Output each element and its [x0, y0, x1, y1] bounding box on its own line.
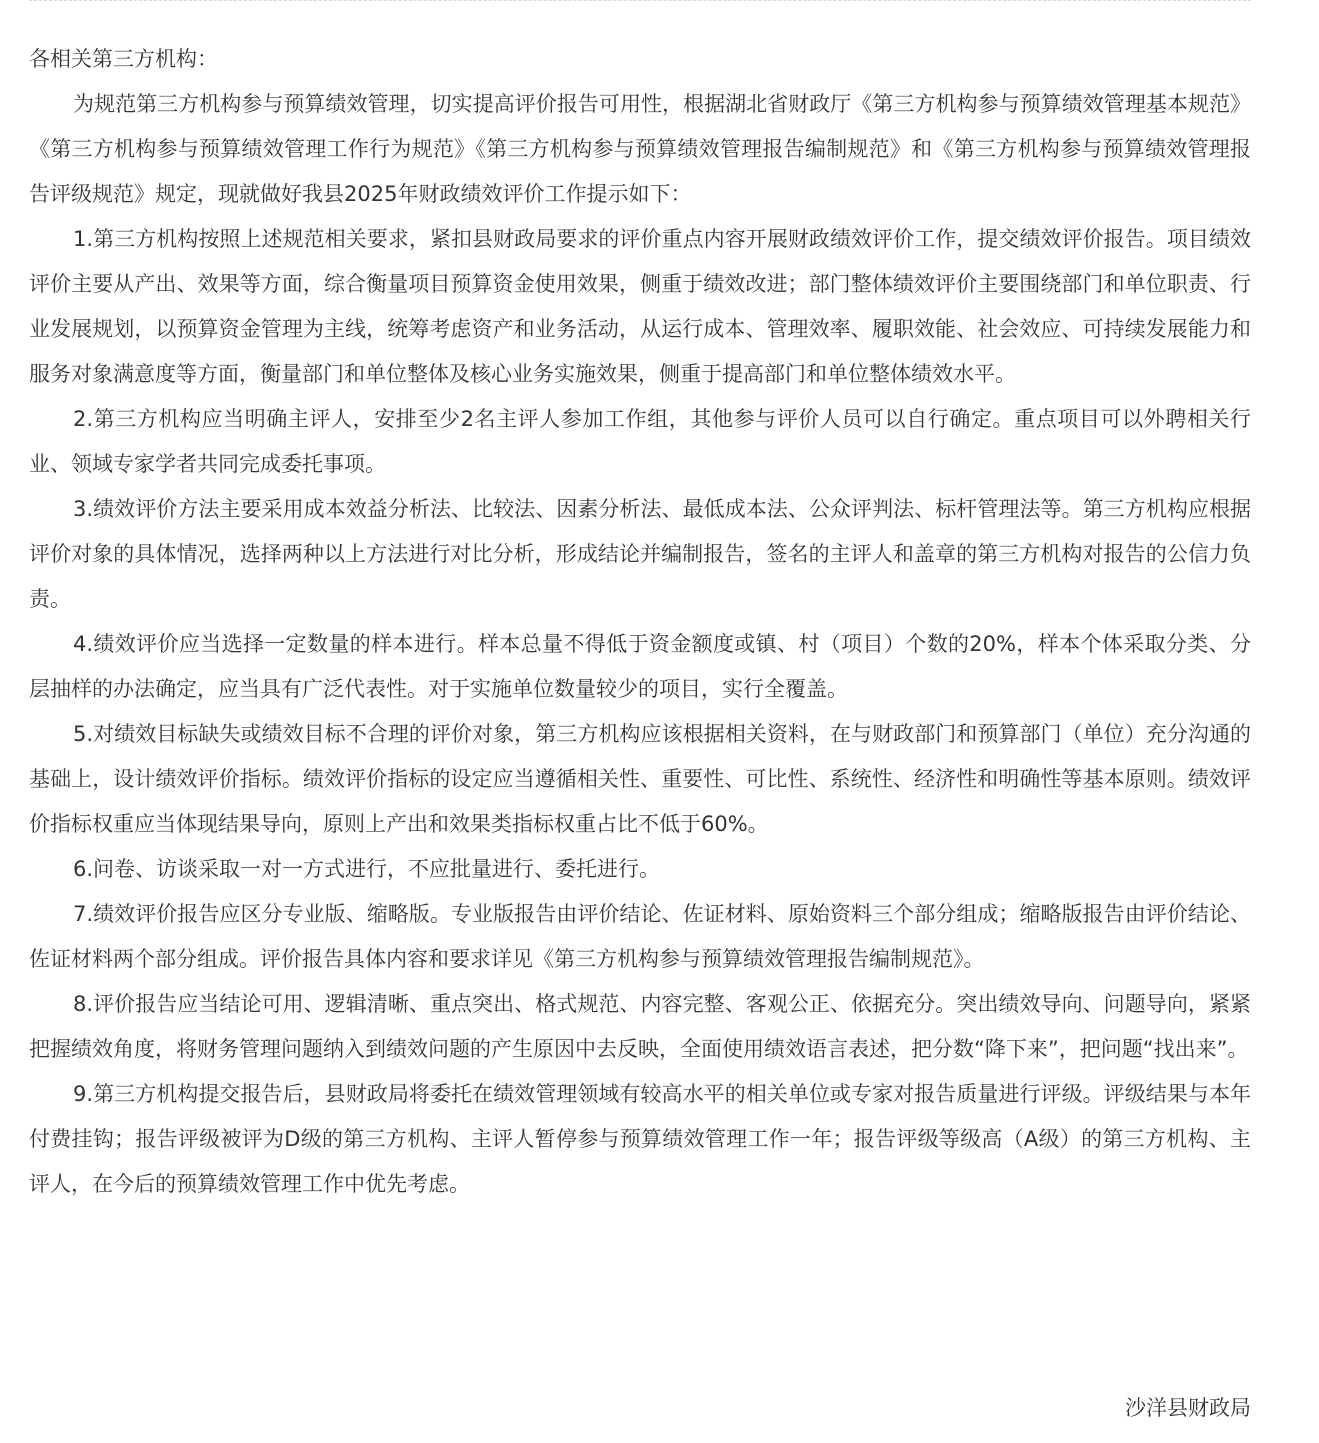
- item-6: 6.问卷、访谈采取一对一方式进行，不应批量进行、委托进行。: [73, 857, 661, 881]
- item-3: 3.绩效评价方法主要采用成本效益分析法、比较法、因素分析法、最低成本法、公众评判法、标杆管理法等。第三方机构应根据评价对象的具体情况，选择两种以上方法进行对比分析，形成结论并编制报告，签名的主评人和盖章的第三方机构对报告的公信力负责。: [29, 497, 1251, 611]
- item-1: 1.第三方机构按照上述规范相关要求，紧扣县财政局要求的评价重点内容开展财政绩效评价工作，提交绩效评价报告。项目绩效评价主要从产出、效果等方面，综合衡量项目预算资金使用效果，侧重于绩效改进；部门整体绩效评价主要围绕部门和单位职责、行业发展规划，以预算资金管理为主线，统筹考虑资产和业务活动，从运行成本、管理效率、履职效能、社会效应、可持续发展能力和服务对象满意度等方面，衡量部门和单位整体及核心业务实施效果，侧重于提高部门和单位整体绩效水平。: [29, 227, 1251, 386]
- item-5: 5.对绩效目标缺失或绩效目标不合理的评价对象，第三方机构应该根据相关资料，在与财政部门和预算部门（单位）充分沟通的基础上，设计绩效评价指标。绩效评价指标的设定应当遵循相关性、重要性、可比性、系统性、经济性和明确性等基本原则。绩效评价指标权重应当体现结果导向，原则上产出和效果类指标权重占比不低于60%。: [29, 722, 1251, 836]
- intro-paragraph: 为规范第三方机构参与预算绩效管理，切实提高评价报告可用性，根据湖北省财政厅《第三方机构参与预算绩效管理基本规范》《第三方机构参与预算绩效管理工作行为规范》《第三方机构参与预算绩效管理报告编制规范》和《第三方机构参与预算绩效管理报告评级规范》规定，现就做好我县2025年财政绩效评价工作提示如下：: [29, 92, 1251, 206]
- item-2: 2.第三方机构应当明确主评人，安排至少2名主评人参加工作组，其他参与评价人员可以自行确定。重点项目可以外聘相关行业、领域专家学者共同完成委托事项。: [29, 407, 1251, 476]
- salutation: 各相关第三方机构：: [29, 47, 218, 71]
- item-7: 7.绩效评价报告应区分专业版、缩略版。专业版报告由评价结论、佐证材料、原始资料三个部分组成；缩略版报告由评价结论、佐证材料两个部分组成。评价报告具体内容和要求详见《第三方机构参与预算绩效管理报告编制规范》。: [29, 902, 1251, 971]
- item-8: 8.评价报告应当结论可用、逻辑清晰、重点突出、格式规范、内容完整、客观公正、依据充分。突出绩效导向、问题导向，紧紧把握绩效角度，将财务管理问题纳入到绩效问题的产生原因中去反映，全面使用绩效语言表述，把分数“降下来”，把问题“找出来”。: [29, 992, 1251, 1061]
- top-divider: [29, 0, 1251, 1]
- signature: 沙洋县财政局: [1125, 1396, 1251, 1420]
- item-9: 9.第三方机构提交报告后，县财政局将委托在绩效管理领域有较高水平的相关单位或专家对报告质量进行评级。评级结果与本年付费挂钩；报告评级被评为D级的第三方机构、主评人暂停参与预算绩效管理工作一年；报告评级等级高（A级）的第三方机构、主评人，在今后的预算绩效管理工作中优先考虑。: [29, 1082, 1251, 1196]
- notice-body: [29, 37, 1251, 1207]
- item-4: 4.绩效评价应当选择一定数量的样本进行。样本总量不得低于资金额度或镇、村（项目）个数的20%，样本个体采取分类、分层抽样的办法确定，应当具有广泛代表性。对于实施单位数量较少的项目，实行全覆盖。: [29, 632, 1251, 701]
